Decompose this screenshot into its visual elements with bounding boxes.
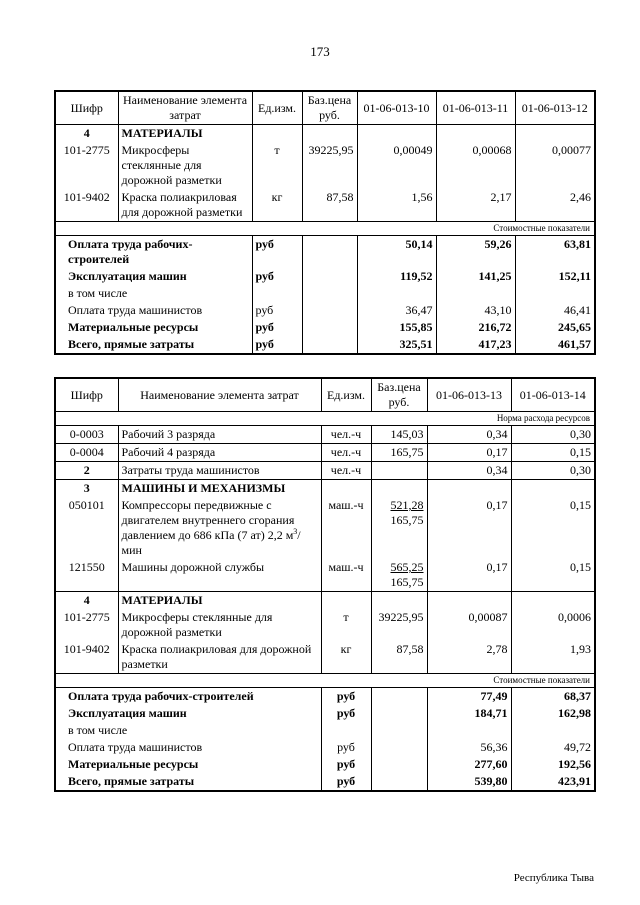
summary-value: 162,98 xyxy=(558,706,591,720)
summary-row xyxy=(55,285,595,302)
subheader-norm: Норма расхода ресурсов xyxy=(55,412,595,426)
summary-value: 119,52 xyxy=(357,268,436,285)
summary-name: в том числе xyxy=(68,286,128,300)
summary-value: 192,56 xyxy=(558,757,591,771)
section-number: 4 xyxy=(55,592,118,610)
table-row xyxy=(55,497,595,559)
row-code: 101-9402 xyxy=(55,641,118,674)
row-value: 2,17 xyxy=(436,189,515,222)
summary-row xyxy=(55,756,595,773)
summary-value: 216,72 xyxy=(436,319,515,336)
section-label: МАТЕРИАЛЫ xyxy=(118,592,321,610)
row-code: 101-9402 xyxy=(55,189,118,222)
row-value: 0,30 xyxy=(511,462,595,480)
summary-row xyxy=(55,268,595,285)
table-row xyxy=(55,426,595,444)
header-unit: Ед.изм. xyxy=(321,378,371,412)
summary-value: 325,51 xyxy=(357,336,436,354)
row-name: Машины дорожной службы xyxy=(118,559,321,592)
row-code: 050101 xyxy=(55,497,118,559)
row-value: 0,34 xyxy=(427,426,511,444)
row-name: Затраты труда машинистов xyxy=(118,462,321,480)
row-value: 0,34 xyxy=(427,462,511,480)
header-col-2: 01-06-013-11 xyxy=(436,91,515,125)
row-unit: маш.-ч xyxy=(321,497,371,559)
row-unit: т xyxy=(321,609,371,641)
row-price: 39225,95 xyxy=(302,142,357,189)
row-value: 0,17 xyxy=(427,444,511,462)
summary-value: 417,23 xyxy=(436,336,515,354)
row-value: 0,15 xyxy=(511,444,595,462)
table-row xyxy=(55,142,595,189)
summary-row xyxy=(55,739,595,756)
row-price: 87,58 xyxy=(302,189,357,222)
header-unit: Ед.изм. xyxy=(252,91,302,125)
row-unit: чел.-ч xyxy=(321,462,371,480)
estimate-table-1 xyxy=(54,90,596,355)
summary-value: 56,36 xyxy=(427,739,511,756)
row-price: 87,58 xyxy=(371,641,427,674)
subheader-cost: Стоимостные показатели xyxy=(55,674,595,688)
row-price: 565,25 165,75 xyxy=(371,559,427,592)
row-code: 0-0004 xyxy=(55,444,118,462)
header-name: Наименование элемента затрат xyxy=(118,378,321,412)
row-value: 1,93 xyxy=(570,642,591,656)
summary-value: 50,14 xyxy=(357,236,436,269)
row-price: 39225,95 xyxy=(371,609,427,641)
table-row xyxy=(55,609,595,641)
summary-value: 184,71 xyxy=(427,705,511,722)
summary-value: 49,72 xyxy=(564,740,591,754)
summary-name: Оплата труда рабочих-строителей xyxy=(68,237,193,266)
table-row xyxy=(55,641,595,674)
row-value: 0,15 xyxy=(570,560,591,574)
row-code: 2 xyxy=(55,462,118,480)
table-header-row xyxy=(55,378,595,412)
summary-value: 46,41 xyxy=(564,303,591,317)
summary-row xyxy=(55,302,595,319)
row-value: 0,00077 xyxy=(552,143,591,157)
row-value: 1,56 xyxy=(357,189,436,222)
row-value: 0,00087 xyxy=(427,609,511,641)
table-row xyxy=(55,462,595,480)
table-row xyxy=(55,559,595,592)
row-code: 0-0003 xyxy=(55,426,118,444)
summary-unit: руб xyxy=(321,739,371,756)
summary-name: Оплата труда машинистов xyxy=(68,303,203,317)
summary-row xyxy=(55,722,595,739)
row-name: Краска полиакриловая для дорожной разметки xyxy=(118,189,252,222)
summary-value: 59,26 xyxy=(436,236,515,269)
summary-name: Эксплуатация машин xyxy=(68,706,187,720)
summary-value: 152,11 xyxy=(558,269,591,283)
subheader-cost: Стоимостные показатели xyxy=(55,222,595,236)
summary-value: 245,65 xyxy=(558,320,591,334)
summary-unit: руб xyxy=(321,756,371,773)
row-value: 0,30 xyxy=(511,426,595,444)
summary-value: 68,37 xyxy=(564,689,591,703)
summary-value: 36,47 xyxy=(357,302,436,319)
row-price: 145,03 xyxy=(371,426,427,444)
estimate-table-2 xyxy=(54,377,596,792)
summary-name: Материальные ресурсы xyxy=(68,757,199,771)
summary-value: 77,49 xyxy=(427,688,511,706)
header-col-3: 01-06-013-12 xyxy=(515,91,595,125)
row-price: 521,28 165,75 xyxy=(371,497,427,559)
table-row xyxy=(55,189,595,222)
summary-unit: руб xyxy=(252,319,302,336)
row-name: Рабочий 4 разряда xyxy=(118,444,321,462)
summary-unit: руб xyxy=(252,236,302,269)
summary-value: 423,91 xyxy=(558,774,591,788)
subheader-row xyxy=(55,412,595,426)
row-unit: кг xyxy=(321,641,371,674)
row-code: 101-2775 xyxy=(55,142,118,189)
row-value: 0,0006 xyxy=(558,610,591,624)
summary-unit: руб xyxy=(252,302,302,319)
section-label: МАТЕРИАЛЫ xyxy=(118,125,252,143)
summary-unit: руб xyxy=(252,336,302,354)
row-name: Микросферы стеклянные для дорожной разметки xyxy=(118,142,252,189)
summary-name: Всего, прямые затраты xyxy=(68,337,195,351)
row-name: Краска полиакриловая для дорожной разметки xyxy=(118,641,321,674)
page-number: 173 xyxy=(310,44,330,59)
section-row xyxy=(55,480,595,498)
header-price: Баз.цена руб. xyxy=(371,378,427,412)
footer-region: Республика Тыва xyxy=(513,872,594,884)
row-value: 0,00049 xyxy=(357,142,436,189)
summary-value: 141,25 xyxy=(436,268,515,285)
summary-name: Оплата труда машинистов xyxy=(68,740,203,754)
row-name: Рабочий 3 разряда xyxy=(118,426,321,444)
row-unit: чел.-ч xyxy=(321,426,371,444)
header-code: Шифр xyxy=(55,91,118,125)
summary-name: Всего, прямые затраты xyxy=(68,774,195,788)
row-name: Компрессоры передвижные с двигателем внутреннего сгорания давлением до 686 кПа (7 ат) 2,2 $м^3$/мин xyxy=(118,497,321,559)
row-unit: маш.-ч xyxy=(321,559,371,592)
row-value: 0,17 xyxy=(427,559,511,592)
summary-row xyxy=(55,688,595,706)
summary-value: 539,80 xyxy=(427,773,511,791)
summary-row xyxy=(55,319,595,336)
summary-unit: руб xyxy=(321,705,371,722)
row-value: 2,46 xyxy=(570,190,591,204)
section-number: 4 xyxy=(55,125,118,143)
row-name: Микросферы стеклянные для дорожной разметки xyxy=(118,609,321,641)
row-price: 165,75 xyxy=(371,444,427,462)
summary-row xyxy=(55,773,595,791)
header-col-2: 01-06-013-14 xyxy=(511,378,595,412)
summary-value: 277,60 xyxy=(427,756,511,773)
header-price: Баз.цена руб. xyxy=(302,91,357,125)
summary-name: Эксплуатация машин xyxy=(68,269,187,283)
summary-row xyxy=(55,705,595,722)
subheader-row xyxy=(55,674,595,688)
row-unit: чел.-ч xyxy=(321,444,371,462)
section-row xyxy=(55,125,595,143)
table-row xyxy=(55,444,595,462)
row-value: 0,15 xyxy=(570,498,591,512)
header-col-1: 01-06-013-13 xyxy=(427,378,511,412)
row-code: 121550 xyxy=(55,559,118,592)
row-value: 0,17 xyxy=(427,497,511,559)
summary-unit: руб xyxy=(321,773,371,791)
row-unit: т xyxy=(252,142,302,189)
row-unit: кг xyxy=(252,189,302,222)
summary-value: 461,57 xyxy=(558,337,591,351)
subheader-row xyxy=(55,222,595,236)
summary-value: 63,81 xyxy=(564,237,591,251)
summary-value: 43,10 xyxy=(436,302,515,319)
summary-row xyxy=(55,236,595,269)
summary-name: Оплата труда рабочих-строителей xyxy=(68,689,254,703)
summary-row xyxy=(55,336,595,354)
summary-value: 155,85 xyxy=(357,319,436,336)
summary-name: Материальные ресурсы xyxy=(68,320,199,334)
summary-unit: руб xyxy=(321,688,371,706)
section-number: 3 xyxy=(55,480,118,498)
header-code: Шифр xyxy=(55,378,118,412)
header-col-1: 01-06-013-10 xyxy=(357,91,436,125)
row-value: 2,78 xyxy=(427,641,511,674)
section-row xyxy=(55,592,595,610)
summary-unit: руб xyxy=(252,268,302,285)
row-code: 101-2775 xyxy=(55,609,118,641)
row-value: 0,00068 xyxy=(436,142,515,189)
summary-name: в том числе xyxy=(68,723,128,737)
table-header-row xyxy=(55,91,595,125)
section-label: МАШИНЫ И МЕХАНИЗМЫ xyxy=(118,480,321,498)
header-name: Наименование элемента затрат xyxy=(118,91,252,125)
